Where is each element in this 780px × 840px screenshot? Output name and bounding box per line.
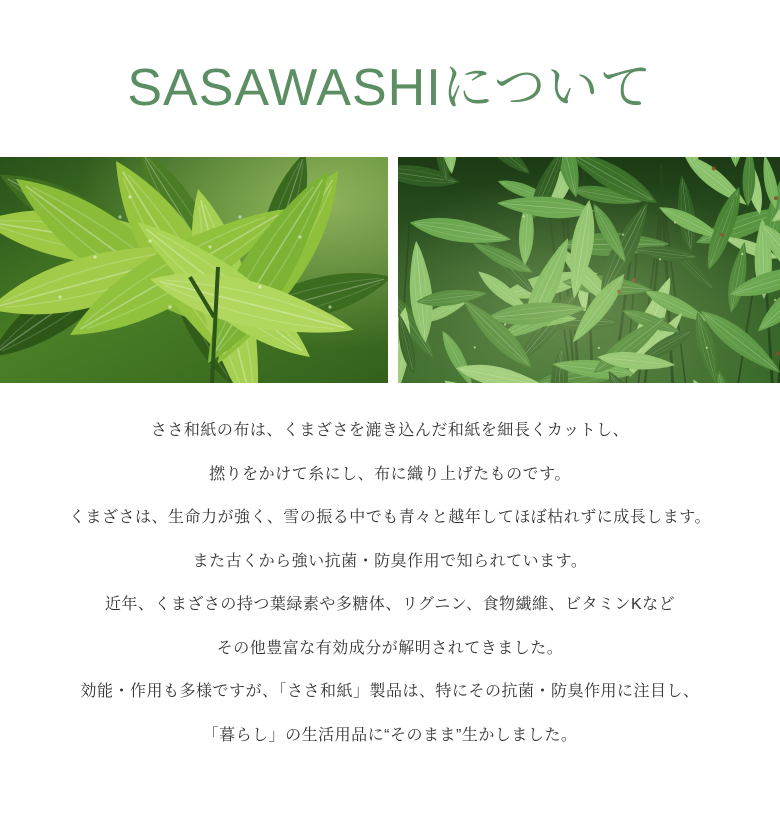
about-text-line: その他豊富な有効成分が解明されてきました。 bbox=[216, 639, 564, 657]
about-text-line: 効能・作用も多様ですが、「ささ和紙」製品は、特にその抗菌・防臭作用に注目し、 bbox=[80, 683, 700, 700]
kumazasa-field-image bbox=[398, 157, 780, 383]
photo-kumazasa-closeup bbox=[0, 157, 388, 383]
about-text-line: 撚りをかけて糸にし、布に織り上げたものです。 bbox=[209, 465, 571, 483]
sasawashi-about-section bbox=[0, 60, 780, 840]
about-text-block bbox=[0, 409, 780, 757]
kumazasa-closeup-image bbox=[0, 157, 388, 383]
about-text-line: くまざさは、生命力が強く、雪の振る中でも青々と越年してほぼ枯れずに成長します。 bbox=[69, 509, 711, 526]
about-text-line: 「暮らし」の生活用品に“そのまま”生かしました。 bbox=[202, 726, 578, 744]
about-text-line: また古くから強い抗菌・防臭作用で知られています。 bbox=[192, 552, 588, 570]
photo-kumazasa-field bbox=[398, 157, 780, 383]
photo-row bbox=[0, 157, 780, 383]
page-title: SASAWASHIについて bbox=[127, 59, 653, 117]
about-text-line: 近年、くまざさの持つ葉緑素や多糖体、リグニン、食物繊維、ビタミンKなど bbox=[104, 596, 676, 613]
about-text-line: ささ和紙の布は、くまざさを漉き込んだ和紙を細長くカットし、 bbox=[150, 422, 630, 439]
